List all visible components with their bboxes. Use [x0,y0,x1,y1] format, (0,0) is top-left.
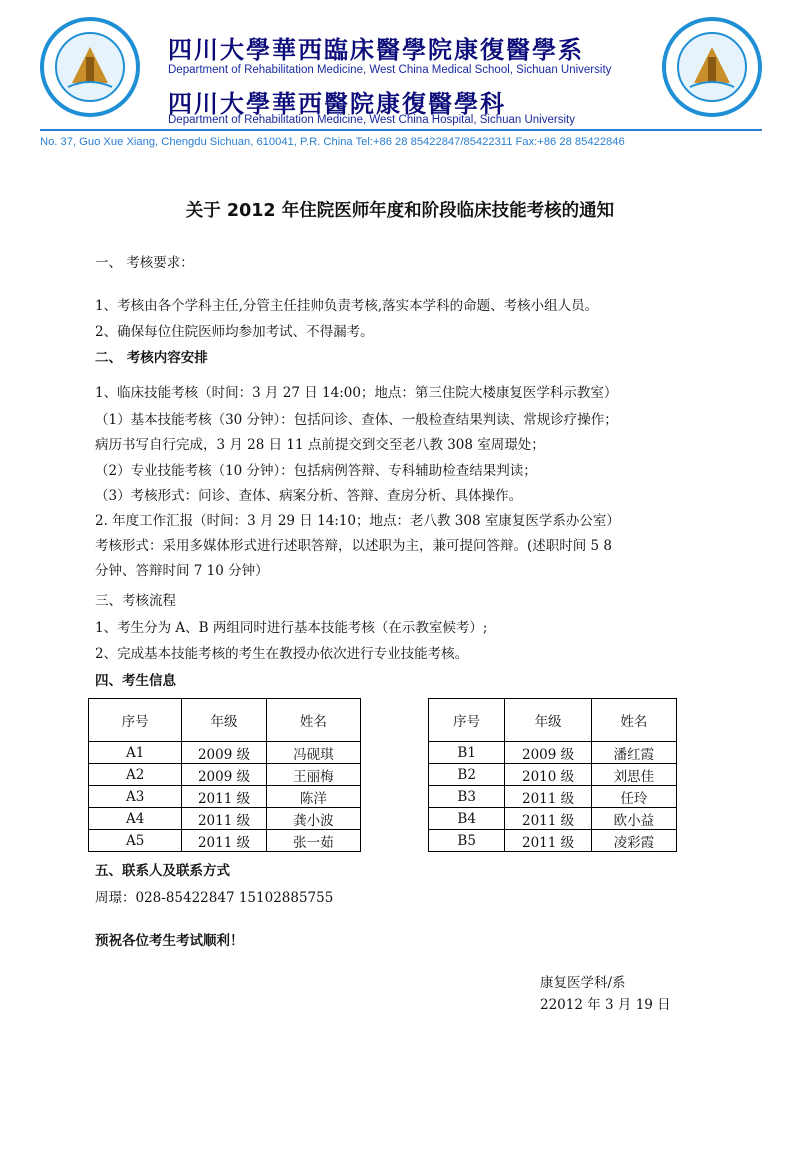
table-cell: 2011 级 [182,830,267,852]
table-row [429,786,677,808]
table-cell: B2 [429,764,505,786]
column-header: 序号 [89,699,182,742]
section-4-heading: 四、考生信息 [95,673,176,689]
table-cell: 2011 级 [505,808,591,830]
school-name-en: Department of Rehabilitation Medicine, West China Medical School, Sichuan University [168,64,612,76]
table-cell: A2 [89,764,182,786]
table-cell: 冯砚琪 [266,742,360,764]
left-seal-logo [40,17,140,117]
hospital-name-en: Department of Rehabilitation Medicine, West China Hospital, Sichuan University [168,114,575,126]
header-divider [40,129,762,131]
signature-date: 22012 年 3 月 19 日 [540,997,671,1013]
column-header: 年级 [505,699,591,742]
column-header: 序号 [429,699,505,742]
column-header: 年级 [182,699,267,742]
table-cell: 2009 级 [182,764,267,786]
table-cell: 2009 级 [505,742,591,764]
table-cell: 凌彩霞 [591,830,676,852]
table-cell: 2011 级 [505,830,591,852]
table-cell: A3 [89,786,182,808]
content-line-4: （2）专业技能考核（10 分钟）：包括病例答辩、专科辅助检查结果判读； [95,463,537,479]
table-cell: 2011 级 [182,808,267,830]
table-cell: 张一茹 [266,830,360,852]
table-cell: 2011 级 [182,786,267,808]
content-line-8: 分钟、答辩时间 7 10 分钟） [95,563,269,579]
address-line: No. 37, Guo Xue Xiang, Chengdu Sichuan, 610041, P.R. China Tel:+86 28 85422847/85422311 Fax:+86 28 85422846 [40,136,625,148]
table-row [89,786,361,808]
column-header: 姓名 [591,699,676,742]
table-cell: A1 [89,742,182,764]
column-header: 姓名 [266,699,360,742]
table-header-row [89,699,361,742]
content-line-5: （3）考核形式：问诊、查体、病案分析、答辩、查房分析、具体操作。 [95,488,523,504]
section-2-heading: 二、 考核内容安排 [95,350,208,366]
table-cell: A4 [89,808,182,830]
table-row [429,808,677,830]
table-row [429,830,677,852]
table-cell: 2011 级 [505,786,591,808]
notice-title: 关于 2012 年住院医师年度和阶段临床技能考核的通知 [185,201,615,221]
table-cell: 潘红霞 [591,742,676,764]
table-row [89,830,361,852]
table-cell: 任玲 [591,786,676,808]
requirement-1: 1、考核由各个学科主任,分管主任挂帅负责考核,落实本学科的命题、考核小组人员。 [95,298,599,314]
school-name-cn: 四川大學華西臨床醫學院康復醫學系 [168,36,584,64]
group-b-table [428,698,677,852]
requirement-2: 2、确保每位住院医师均参加考试、不得漏考。 [95,324,374,340]
table-header-row [429,699,677,742]
content-line-3: 病历书写自行完成，3 月 28 日 11 点前提交到交至老八教 308 室周璟处； [95,437,545,453]
content-line-2: （1）基本技能考核（30 分钟）：包括问诊、查体、一般检查结果判读、常规诊疗操作； [95,412,618,428]
hospital-name-cn: 四川大學華西醫院康復醫學科 [168,90,506,118]
table-cell: B3 [429,786,505,808]
table-cell: B4 [429,808,505,830]
table-cell: 龚小波 [266,808,360,830]
process-line-1: 1、考生分为 A、B 两组同时进行基本技能考核（在示教室候考）; [95,620,488,636]
contact-info: 周璟：028-85422847 15102885755 [95,890,334,906]
table-row [89,742,361,764]
table-cell: 刘思佳 [591,764,676,786]
table-cell: A5 [89,830,182,852]
right-seal-logo [662,17,762,117]
section-1-heading: 一、 考核要求： [95,255,194,271]
table-cell: 欧小益 [591,808,676,830]
table-cell: 2009 级 [182,742,267,764]
process-line-2: 2、完成基本技能考核的考生在教授办依次进行专业技能考核。 [95,646,469,662]
section-5-heading: 五、联系人及联系方式 [95,863,230,879]
content-line-6: 2. 年度工作汇报（时间：3 月 29 日 14:10；地点：老八教 308 室康复医学系办公室） [95,513,620,529]
content-line-1: 1、临床技能考核（时间：3 月 27 日 14:00；地点：第三住院大楼康复医学科示教室） [95,385,618,401]
section-3-heading: 三、考核流程 [95,593,176,609]
table-row [429,742,677,764]
table-row [429,764,677,786]
closing-wish: 预祝各位考生考试顺利！ [95,933,244,949]
group-a-table [88,698,361,852]
table-cell: 王丽梅 [266,764,360,786]
content-line-7: 考核形式：采用多媒体形式进行述职答辩，以述职为主，兼可提问答辩。(述职时间 5 8 [95,538,613,554]
table-cell: 2010 级 [505,764,591,786]
table-cell: 陈洋 [266,786,360,808]
table-cell: B5 [429,830,505,852]
table-cell: B1 [429,742,505,764]
table-row [89,808,361,830]
table-row [89,764,361,786]
signature-department: 康复医学科/系 [540,975,626,991]
